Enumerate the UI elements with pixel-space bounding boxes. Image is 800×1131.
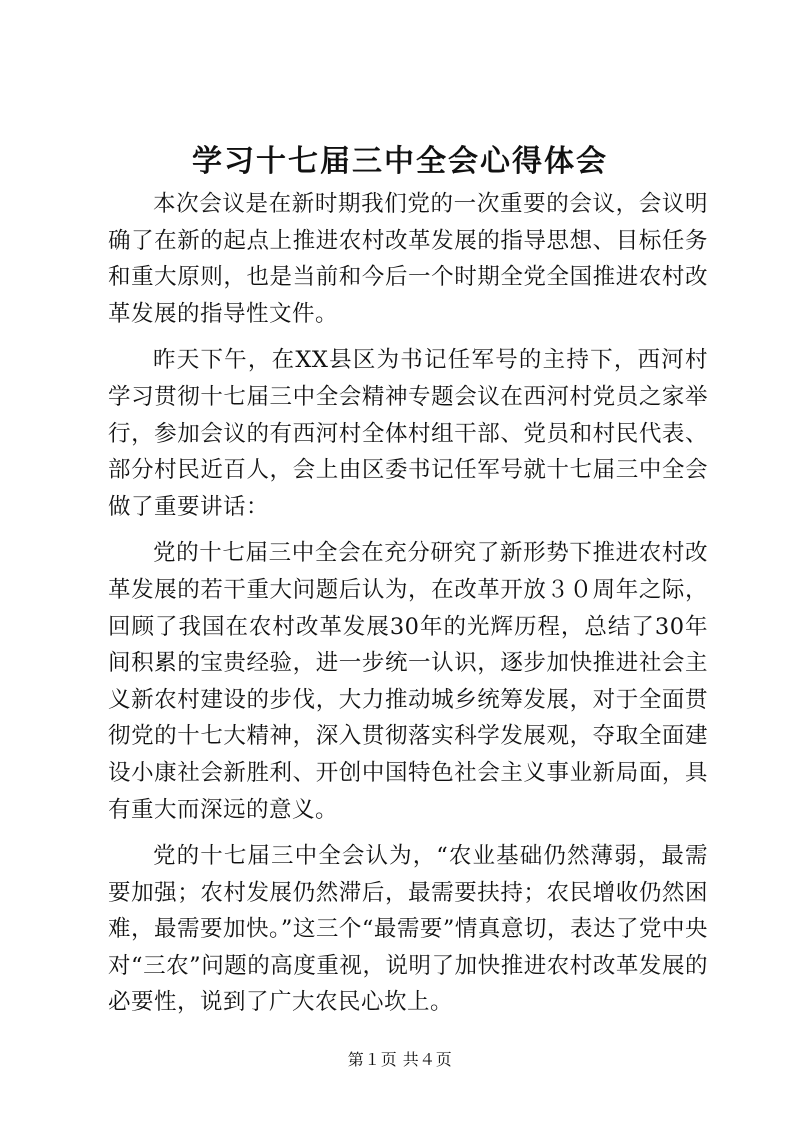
paragraph-4: 党的十七届三中全会认为，“农业基础仍然薄弱，最需要加强；农村发展仍然滞后，最需要扶持；农民增收仍然困难，最需要加快。”这三个“最需要”情真意切，表达了党中央对“三农”问题的高度重视，说明了加快推进农村改革发展的必要性，说到了广大农民心坎上。: [108, 843, 708, 1016]
page-number-footer: 第１页 共４页: [347, 1050, 453, 1069]
paragraph-1: 本次会议是在新时期我们党的一次重要的会议，会议明确了在新的起点上推进农村改革发展的指导思想、目标任务和重大原则，也是当前和今后一个时期全党全国推进农村改革发展的指导性文件。: [108, 191, 708, 327]
paragraph-2: 昨天下午，在XX县区为书记任军号的主持下，西河村学习贯彻十七届三中全会精神专题会议在西河村党员之家举行，参加会议的有西河村全体村组干部、党员和村民代表、部分村民近百人，会上由区委书记任军号就十七届三中全会做了重要讲话：: [108, 347, 708, 520]
document-title: 学习十七届三中全会心得体会: [192, 144, 608, 179]
paragraph-3: 党的十七届三中全会在充分研究了新形势下推进农村改革发展的若干重大问题后认为，在改革开放３０周年之际，回顾了我国在农村改革发展30年的光辉历程，总结了30年间积累的宝贵经验，进一步统一认识，逐步加快推进社会主义新农村建设的步伐，大力推动城乡统筹发展，对于全面贯彻党的十七大精神，深入贯彻落实科学发展观，夺取全面建设小康社会新胜利、开创中国特色社会主义事业新局面，具有重大而深远的意义。: [108, 540, 708, 823]
document-body: [108, 186, 708, 1031]
